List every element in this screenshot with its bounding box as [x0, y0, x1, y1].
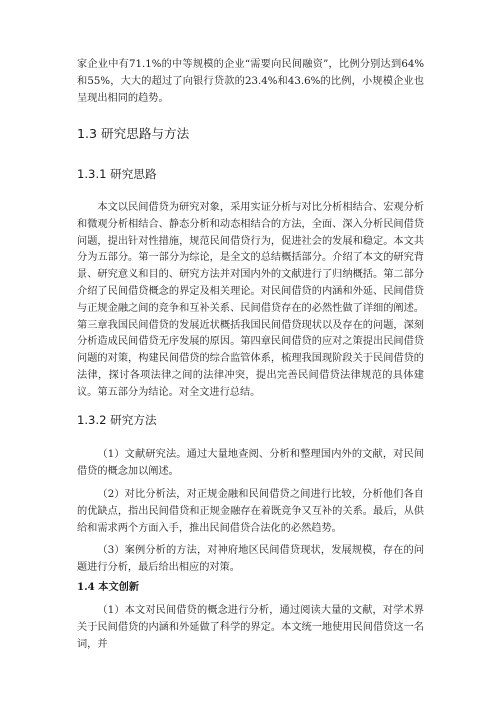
paragraph-intro: 家企业中有71.1%的中等规模的企业“需要向民间融资”，比例分别达到64%和55%，大大的超过了向银行贷款的23.4%和43.6%的比例，小规模企业也呈现出相同的趋势。 — [77, 59, 424, 104]
heading-1-3-1: 1.3.1 研究思路 — [77, 167, 157, 181]
paragraph-method-2: （2）对比分析法，对正规金融和民间借贷之间进行比较，分析他们各自的优缺点，指出民间借贷和正规金融存在着既竞争又互补的关系。最后，从供给和需求两个方面入手，推出民间借贷合法化的必然趋势。 — [77, 489, 424, 534]
paragraph-method-1: （1）文献研究法。通过大量地查阅、分析和整理国内外的文献，对民间借贷的概念加以阐述。 — [77, 449, 424, 477]
heading-1-3-2: 1.3.2 研究方法 — [77, 413, 157, 427]
paragraph-method-3: （3）案例分析的方法，对神府地区民间借贷现状，发展规模，存在的问题进行分析，最后给出相应的对策。 — [77, 545, 424, 573]
heading-1-4: 1.4 本文创新 — [77, 581, 140, 593]
paragraph-innovation-1: （1）本文对民间借贷的概念进行分析，通过阅读大量的文献，对学术界关于民间借贷的内涵和外延做了科学的界定。本文统一地使用民间借贷这一名词，并 — [77, 605, 424, 650]
heading-1-3: 1.3 研究思路与方法 — [77, 126, 190, 141]
paragraph-research-approach: 本文以民间借贷为研究对象，采用实证分析与对比分析相结合、宏观分析和微观分析相结合、静态分析和动态相结合的方法，全面、深入分析民间借贷问题，提出针对性措施，规范民间借贷行为，促进社会的发展和稳定。本文共分为五部分。第一部分为综论，是全文的总结概括部分。介绍了本文的研究背景、研究意义和目的、研究方法并对国内外的文献进行了归纳概括。第二部分介绍了民间借贷概念的界定及相关理论。对民间借贷的内涵和外延、民间借贷与正规金融之间的竞争和互补关系、民间借贷存在的必然性做了详细的阐述。第三章我国民间借贷的发展近状概括我国民间借贷现状以及存在的问题，深刻分析造成民间借贷无序发展的原因。第四章民间借贷的应对之策提出民间借贷问题的对策，构建民间借贷的综合监管体系，梳理我国现阶段关于民间借贷的法律，探讨各项法律之间的法律冲突，提出完善民间借贷法律规范的具体建议。第五部分为结论。对全文进行总结。 — [77, 202, 424, 398]
